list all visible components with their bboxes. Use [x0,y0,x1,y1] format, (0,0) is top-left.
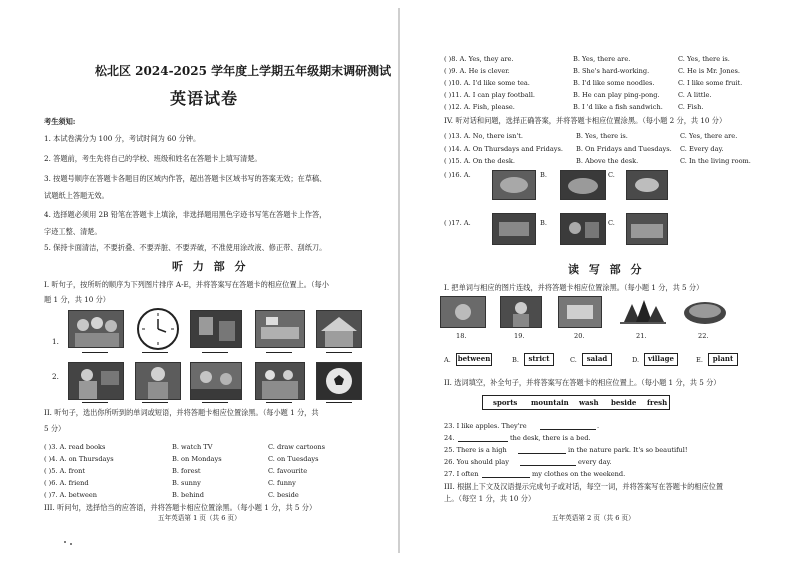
fill-sentence-start: 27. I often [444,470,479,478]
notice-line: 字迹工整、清楚。 [44,227,102,236]
option-16c-picture[interactable] [626,170,668,200]
answer-blank[interactable] [326,402,352,403]
question-2-instruction: 5 分） [44,424,66,433]
word-box-plant[interactable]: plant [708,353,738,366]
answer-blank[interactable] [82,352,108,353]
dialog-option-c[interactable]: C. Yes, there are. [680,132,738,140]
answer-option-a[interactable]: ( )10. A. I'd like some tea. [444,79,530,87]
notice-line: 1. 本试卷满分为 100 分，考试时间为 60 分钟。 [44,134,201,143]
word-box-village[interactable]: village [644,353,678,366]
building-photo [316,310,362,348]
classroom-photo [68,362,124,400]
reading-writing-heading: 读 写 部 分 [568,263,645,276]
fill-blank-24[interactable] [458,441,508,442]
option-c-label: C. [608,171,615,179]
fill-sentence-end: . [597,422,600,430]
word-bank-item: wash [579,398,599,407]
word-box-between[interactable]: between [456,353,492,366]
choice-option-c[interactable]: C. favourite [268,467,308,475]
picture-number: 21. [636,332,647,340]
fill-blank-23[interactable] [540,429,596,430]
word-letter: E. [696,356,703,364]
boy-photo [135,362,181,400]
scan-speck [64,541,66,543]
fill-blank-25[interactable] [518,453,566,454]
question-2-instruction: II. 听句子，选出你所听到的单词或短语，并将答题卡相应位置涂黑。（每小题 1 分，共 [44,408,319,417]
row-1-label: 1. [52,337,59,346]
right-page [400,0,794,562]
listening-heading: 听 力 部 分 [172,260,249,273]
reading-3-instruction: 上。（每空 1 分，共 10 分） [444,494,536,503]
fill-sentence-start: 26. You should play [444,458,509,466]
word-bank-item: fresh [647,398,668,407]
dialog-option-b[interactable]: B. Yes, there is. [576,132,628,140]
word-bank [482,395,670,410]
answer-blank[interactable] [142,402,168,403]
exam-title: 松北区 2024-2025 学年度上学期五年级期末调研测试 [95,64,392,78]
choice-option-a[interactable]: ( )3. A. read books [44,443,106,451]
answer-blank[interactable] [266,402,292,403]
answer-option-c[interactable]: C. Yes, there is. [678,55,730,63]
picture-22 [682,296,728,326]
option-16a-picture[interactable] [492,170,536,200]
answer-option-a[interactable]: ( )8. A. Yes, they are. [444,55,514,63]
word-box-salad[interactable]: salad [582,353,612,366]
answer-option-c[interactable]: C. He is Mr. Jones. [678,67,740,75]
exam-subtitle: 英语试卷 [170,89,239,108]
answer-blank[interactable] [202,352,228,353]
dialog-option-b[interactable]: B. On Fridays and Tuesdays. [576,145,672,153]
page-footer: 五年英语第 1 页（共 6 页） [158,514,241,522]
page-footer: 五年英语第 2 页（共 6 页） [552,514,635,522]
dialog-option-c[interactable]: C. In the living room. [680,157,751,165]
scan-speck [70,543,72,545]
word-letter: B. [512,356,519,364]
reading-2-instruction: II. 选词填空，补全句子，并将答案写在答题卡的相应位置上。（每小题 1 分，共 5 分） [444,378,721,387]
answer-option-a[interactable]: ( )12. A. Fish, please. [444,103,515,111]
answer-blank[interactable] [142,352,168,353]
question-4-instruction: IV. 听对话和问题，选择正确答案，并将答题卡相应位置涂黑。（每小题 2 分，共 10 分） [444,116,727,125]
reading-3-instruction: III. 根据上下文及汉语提示完成句子或对话，每空一词，并将答案写在答题卡的相应位置 [444,482,724,491]
choice-option-b[interactable]: B. on Mondays [172,455,222,463]
answer-option-a[interactable]: ( )11. A. I can play football. [444,91,536,99]
choice-option-c[interactable]: C. beside [268,491,299,499]
word-bank-item: sports [493,398,518,407]
picture-number: 18. [456,332,467,340]
choice-option-c[interactable]: C. draw cartoons [268,443,326,451]
notice-line: 4. 选择题必须用 2B 铅笔在答题卡上填涂，非选择题用黑色字迹书写笔在答题卡上作答， [44,210,327,219]
choice-option-a[interactable]: ( )7. A. between [44,491,98,499]
answer-option-b[interactable]: B. I'd like some noodles. [573,79,655,87]
choice-option-b[interactable]: B. forest [172,467,201,475]
answer-blank[interactable] [326,352,352,353]
answer-blank[interactable] [82,402,108,403]
notice-line: 2. 答题前，考生先将自己的学校、班级和姓名在答题卡上填写清楚。 [44,154,262,163]
answer-option-b[interactable]: B. She's hard-working. [573,67,650,75]
picture-number: 19. [514,332,525,340]
fill-sentence-end: in the nature park. It's so beautiful! [568,446,688,454]
question-1-instruction: I. 听句子，按所听的顺序为下列图片排序 A-E，并将答案写在答题卡的相应位置上。（每小 [44,280,329,289]
fill-sentence-end: every day. [578,458,612,466]
fill-blank-27[interactable] [482,477,530,478]
choice-option-c[interactable]: C. funny [268,479,296,487]
dialog-option-a[interactable]: ( )13. A. No, there isn't. [444,132,523,140]
row-2-label: 2. [52,372,59,381]
choice-option-b[interactable]: B. behind [172,491,204,499]
answer-option-c[interactable]: C. I like some fruit. [678,79,743,87]
word-letter: C. [570,356,577,364]
picture-21 [620,296,666,326]
dialog-option-a[interactable]: ( )15. A. On the desk. [444,157,516,165]
option-17c-picture[interactable] [626,213,668,245]
word-bank-item: beside [611,398,637,407]
answer-option-b[interactable]: B. Yes, there are. [573,55,631,63]
ball-photo [316,362,362,400]
option-17b-picture[interactable] [560,213,606,245]
picture-18 [440,296,486,328]
picture-19 [500,296,542,328]
notice-line: 5. 保持卡面清洁，不要折叠、不要弄脏、不要弄破，不准使用涂改液、修正带、刮纸刀。 [44,243,327,252]
answer-option-c[interactable]: C. Fish. [678,103,704,111]
question-1-instruction: 题 1 分，共 10 分） [44,295,110,304]
option-17a-picture[interactable] [492,213,536,245]
option-16b-picture[interactable] [560,170,606,200]
fill-sentence-start: 25. There is a high [444,446,507,454]
word-letter: D. [632,356,640,364]
notice-line: 3. 按题号顺序在答题卡各题目的区域内作答，超出答题卡区域书写的答案无效；在草稿、 [44,174,327,183]
fill-sentence-start: 24. [444,434,455,442]
answer-blank[interactable] [266,352,292,353]
notice-heading: 考生须知: [44,117,76,126]
dialog-option-a[interactable]: ( )14. A. On Thursdays and Fridays. [444,145,563,153]
dialog-option-b[interactable]: B. Above the desk. [576,157,639,165]
answer-blank[interactable] [202,402,228,403]
option-c-label: C. [608,219,615,227]
sports-photo [190,362,242,400]
answer-option-c[interactable]: C. A little. [678,91,712,99]
notice-line: 试题纸上答题无效。 [44,191,109,200]
fill-sentence-start: 23. I like apples. They're [444,422,527,430]
question-17-label: ( )17. A. [444,219,471,227]
choice-option-b[interactable]: B. watch TV [172,443,213,451]
fill-sentence-end: the desk, there is a bed. [510,434,591,442]
choice-option-c[interactable]: C. on Tuesdays [268,455,319,463]
question-16-label: ( )16. A. [444,171,471,179]
option-b-label: B. [540,171,547,179]
picture-number: 22. [698,332,709,340]
fill-sentence-end: my clothes on the weekend. [532,470,626,478]
picture-number: 20. [574,332,585,340]
family-photo [68,310,124,348]
question-3-instruction: III. 听问句，选择恰当的应答语，并将答题卡相应位置涂黑。（每小题 1 分，共 5 分） [44,503,317,512]
choice-option-a[interactable]: ( )6. A. friend [44,479,89,487]
reading-1-instruction: I. 把单词与相应的图片连线，并将答题卡相应位置涂黑。（每小题 1 分，共 5 分） [444,283,704,292]
kitchen-photo [190,310,242,348]
word-box-strict[interactable]: strict [524,353,554,366]
fill-blank-26[interactable] [520,465,576,466]
answer-option-b[interactable]: B. He can play ping-pong. [573,91,660,99]
choice-option-b[interactable]: B. sunny [172,479,201,487]
room-photo [255,310,305,348]
choice-option-a[interactable]: ( )5. A. front [44,467,86,475]
option-b-label: B. [540,219,547,227]
clock-picture [137,308,179,350]
word-letter: A. [444,356,451,364]
word-bank-item: mountain [531,398,569,407]
picture-20 [558,296,602,328]
answer-option-b[interactable]: B. I 'd like a fish sandwich. [573,103,663,111]
children-photo [255,362,305,400]
answer-option-a[interactable]: ( )9. A. He is clever. [444,67,510,75]
dialog-option-c[interactable]: C. Every day. [680,145,724,153]
choice-option-a[interactable]: ( )4. A. on Thursdays [44,455,114,463]
